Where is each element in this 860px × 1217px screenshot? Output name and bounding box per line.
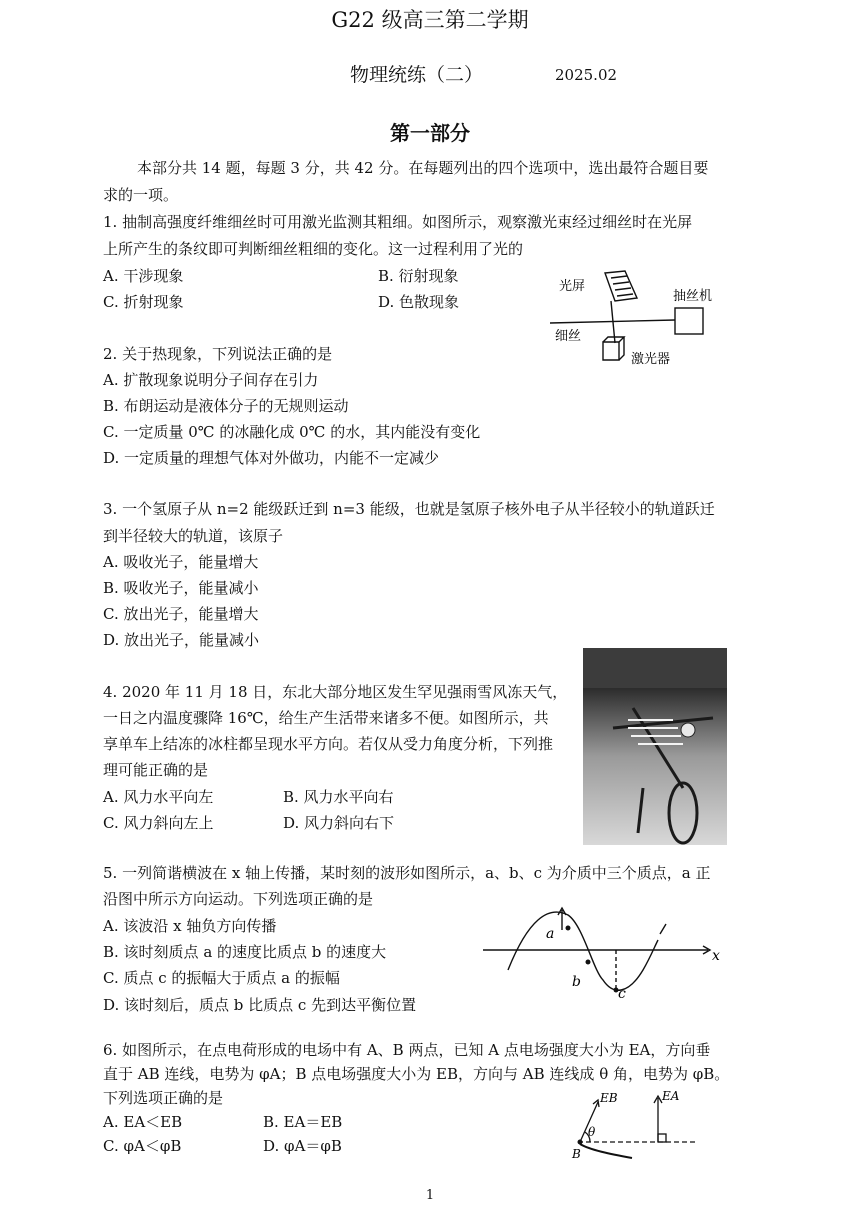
- q1-option-a: A. 干涉现象: [103, 267, 184, 285]
- q6-label-b: B: [572, 1147, 581, 1161]
- q1-option-b: B. 衍射现象: [378, 267, 459, 285]
- q5-point-a: [566, 926, 571, 931]
- q6-stem-line1: 6. 如图所示，在点电荷形成的电场中有 A、B 两点，已知 A 点电场强度大小为 EA，方向垂: [103, 1041, 711, 1059]
- q4-stem-line2: 一日之内温度骤降 16℃，给生产生活带来诸多不便。如图所示，共: [103, 709, 549, 727]
- page-number: 1: [425, 1188, 435, 1203]
- q5-option-c: C. 质点 c 的振幅大于质点 a 的振幅: [103, 969, 340, 987]
- q1-label-laser: 激光器: [631, 352, 671, 367]
- q5-point-b: [586, 960, 591, 965]
- q2-option-a: A. 扩散现象说明分子间存在引力: [103, 371, 319, 389]
- q6-option-c: C. φA＜φB: [103, 1137, 182, 1155]
- q3-option-a: A. 吸收光子，能量增大: [103, 553, 259, 571]
- q1-label-wire: 细丝: [555, 329, 582, 344]
- q1-machine-box: [675, 308, 703, 334]
- q6-option-b: B. EA＝EB: [263, 1113, 343, 1131]
- q5-option-b: B. 该时刻质点 a 的速度比质点 b 的速度大: [103, 943, 387, 961]
- exam-subtitle: 物理统练（二）: [350, 64, 484, 86]
- bicycle-photo-sketch: [583, 648, 727, 845]
- q3-option-b: B. 吸收光子，能量减小: [103, 579, 259, 597]
- q3-option-c: C. 放出光子，能量增大: [103, 605, 259, 623]
- section-intro-line2: 求的一项。: [103, 186, 179, 204]
- q6-label-ea: EA: [662, 1090, 680, 1103]
- q5-wave-figure: [478, 900, 728, 1000]
- q4-option-b: B. 风力水平向右: [283, 788, 394, 806]
- q3-stem-line1: 3. 一个氢原子从 n=2 能级跃迁到 n=3 能级，也就是氢原子核外电子从半径较小的轨道跃迁: [103, 500, 715, 518]
- section-title: 第一部分: [390, 121, 470, 145]
- q4-option-c: C. 风力斜向左上: [103, 814, 214, 832]
- exam-title: G22 级高三第二学期: [331, 8, 529, 32]
- q1-label-machine: 抽丝机: [673, 289, 713, 304]
- q2-option-b: B. 布朗运动是液体分子的无规则运动: [103, 397, 349, 415]
- q4-option-a: A. 风力水平向左: [103, 788, 214, 806]
- q6-option-a: A. EA＜EB: [103, 1113, 183, 1131]
- q4-option-d: D. 风力斜向右下: [283, 814, 395, 832]
- q5-label-c: c: [618, 986, 626, 1000]
- section-intro-line1: 本部分共 14 题，每题 3 分，共 42 分。在每题列出的四个选项中，选出最符合题目要: [137, 159, 709, 177]
- q6-field-figure: [560, 1090, 710, 1165]
- q5-label-x: x: [712, 948, 720, 964]
- q4-stem-line4: 理可能正确的是: [103, 761, 209, 779]
- q5-wave-curve: [508, 912, 658, 990]
- q6-stem-line2: 直于 AB 连线，电势为 φA；B 点电场强度大小为 EB，方向与 AB 连线成 θ 角，电势为 φB。: [103, 1065, 730, 1083]
- q5-stem-line2: 沿图中所示方向运动。下列选项正确的是: [103, 890, 374, 908]
- q1-option-d: D. 色散现象: [378, 293, 460, 311]
- q1-option-c: C. 折射现象: [103, 293, 184, 311]
- q6-label-eb: EB: [600, 1091, 618, 1105]
- q4-stem-line1: 4. 2020 年 11 月 18 日，东北大部分地区发生罕见强雨雪风冻天气，: [103, 683, 568, 701]
- bicycle-photo: [583, 648, 727, 845]
- q1-laser-figure: [545, 268, 735, 368]
- q6-point-b: [578, 1140, 583, 1145]
- q1-screen-shape: [605, 271, 637, 301]
- q2-stem: 2. 关于热现象，下列说法正确的是: [103, 345, 333, 363]
- q2-option-c: C. 一定质量 0℃ 的冰融化成 0℃ 的水，其内能没有变化: [103, 423, 481, 441]
- q5-stem-line1: 5. 一列简谐横波在 x 轴上传播，某时刻的波形如图所示，a、b、c 为介质中三个质点，a 正: [103, 864, 711, 882]
- q5-option-d: D. 该时刻后，质点 b 比质点 c 先到达平衡位置: [103, 996, 417, 1014]
- exam-date: 2025.02: [555, 66, 618, 84]
- q4-stem-line3: 享单车上结冻的冰柱都呈现水平方向。若仅从受力角度分析，下列推: [103, 735, 554, 753]
- q6-stem-line3: 下列选项正确的是: [103, 1089, 224, 1107]
- q2-option-d: D. 一定质量的理想气体对外做功，内能不一定减少: [103, 449, 440, 467]
- q1-stem-line2: 上所产生的条纹即可判断细丝粗细的变化。这一过程利用了光的: [103, 240, 524, 258]
- q6-label-theta: θ: [588, 1125, 596, 1139]
- q5-label-b: b: [572, 974, 581, 990]
- q6-option-d: D. φA＝φB: [263, 1137, 342, 1155]
- q3-option-d: D. 放出光子，能量减小: [103, 631, 260, 649]
- q3-stem-line2: 到半径较大的轨道，该原子: [103, 527, 284, 545]
- q1-label-screen: 光屏: [559, 279, 586, 294]
- q1-stem-line1: 1. 抽制高强度纤维细丝时可用激光监测其粗细。如图所示，观察激光束经过细丝时在光屏: [103, 213, 693, 231]
- q5-label-a: a: [546, 926, 555, 942]
- q5-option-a: A. 该波沿 x 轴负方向传播: [103, 917, 277, 935]
- q1-laser-box: [603, 342, 619, 360]
